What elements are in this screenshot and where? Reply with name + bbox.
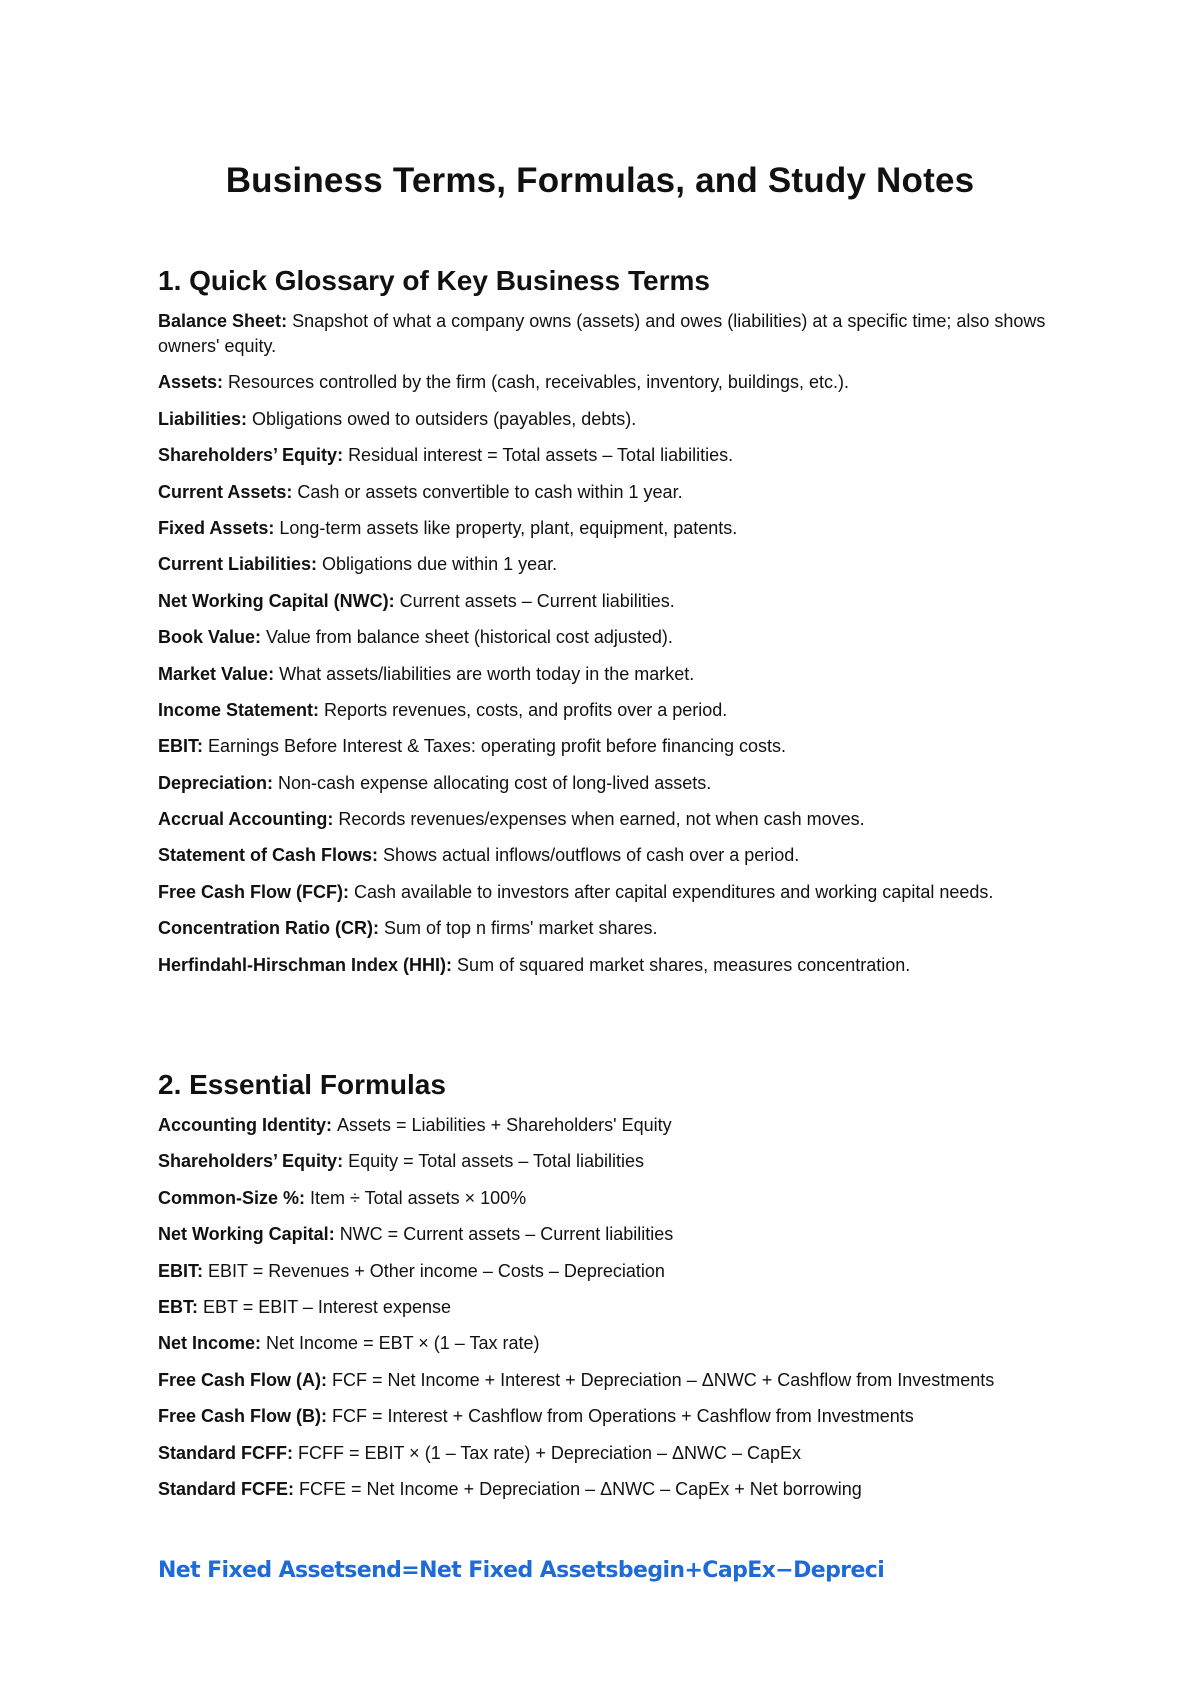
- formula-expression: EBIT = Revenues + Other income – Costs – Depreciation: [208, 1260, 665, 1281]
- glossary-entry: Shareholders’ Equity: Residual interest = Total assets – Total liabilities.: [158, 445, 734, 466]
- formula-expression: Assets = Liabilities + Shareholders' Equity: [337, 1115, 672, 1135]
- glossary-entry: Book Value: Value from balance sheet (historical cost adjusted).: [158, 627, 673, 648]
- formula-expression: Net Income = EBT × (1 – Tax rate): [266, 1333, 540, 1354]
- glossary-term: Shareholders’ Equity: [158, 445, 338, 466]
- glossary-entry: Statement of Cash Flows: Shows actual inflows/outflows of cash over a period.: [158, 845, 800, 866]
- glossary-definition: Cash or assets convertible to cash within 1 year.: [297, 481, 683, 502]
- formula-name: Free Cash Flow (B): [158, 1406, 322, 1427]
- formula-name: Standard FCFE: [158, 1478, 289, 1499]
- glossary-term: Liabilities: [158, 408, 242, 429]
- glossary-definition: What assets/liabilities are worth today in the market.: [279, 663, 695, 684]
- glossary-term: Net Working Capital (NWC): [158, 590, 389, 611]
- formula-name: Net Income: [158, 1333, 256, 1354]
- glossary-definition: Non-cash expense allocating cost of long-lived assets.: [278, 772, 712, 793]
- glossary-entry: Current Liabilities: Obligations due within 1 year.: [158, 554, 558, 575]
- glossary-entry: Fixed Assets: Long-term assets like property, plant, equipment, patents.: [158, 517, 738, 538]
- glossary-definition: Current assets – Current liabilities.: [399, 590, 675, 611]
- glossary-definition: Records revenues/expenses when earned, not when cash moves.: [338, 809, 865, 830]
- glossary-term: Fixed Assets: [158, 517, 269, 538]
- glossary-term: Assets: [158, 372, 218, 393]
- glossary-entry: Balance Sheet: Snapshot of what a company owns (assets) and owes (liabilities) at a specific time; also shows owners' equity.: [158, 311, 1046, 356]
- glossary-definition: Reports revenues, costs, and profits over a period.: [324, 699, 728, 720]
- formula-expression: FCF = Interest + Cashflow from Operations + Cashflow from Investments: [332, 1406, 914, 1427]
- glossary-entry: Depreciation: Non-cash expense allocating cost of long-lived assets.: [158, 772, 712, 793]
- glossary-entry: Current Assets: Cash or assets convertible to cash within 1 year.: [158, 481, 683, 502]
- formula-name: EBT: [158, 1296, 193, 1317]
- formula-entry: Free Cash Flow (A): FCF = Net Income + Interest + Depreciation – ΔNWC + Cashflow from Investments: [158, 1369, 995, 1390]
- glossary-term: Free Cash Flow (FCF): [158, 881, 344, 902]
- formula-name: Accounting Identity: [158, 1115, 326, 1135]
- glossary-definition: Sum of top n firms' market shares.: [384, 918, 658, 939]
- glossary-list: [158, 309, 1058, 978]
- glossary-entry: Net Working Capital (NWC): Current assets – Current liabilities.: [158, 590, 675, 611]
- formula-entry: Net Working Capital: NWC = Current assets – Current liabilities: [158, 1224, 674, 1245]
- glossary-heading: 1. Quick Glossary of Key Business Terms: [158, 265, 710, 296]
- formula-entry: Common-Size %: Item ÷ Total assets × 100%: [158, 1187, 527, 1208]
- glossary-term: Market Value: [158, 663, 269, 684]
- formula-entry: Standard FCFE: FCFE = Net Income + Depreciation – ΔNWC – CapEx + Net borrowing: [158, 1478, 862, 1499]
- formula-expression: EBT = EBIT – Interest expense: [203, 1296, 451, 1317]
- glossary-term: Book Value: [158, 627, 256, 648]
- formulas-list: [158, 1113, 1058, 1502]
- formula-name: Shareholders’ Equity: [158, 1151, 338, 1172]
- glossary-entry: Liabilities: Obligations owed to outsiders (payables, debts).: [158, 408, 637, 429]
- glossary-definition: Resources controlled by the firm (cash, receivables, inventory, buildings, etc.).: [228, 372, 849, 393]
- glossary-entry: Herfindahl-Hirschman Index (HHI): Sum of squared market shares, measures concentration.: [158, 954, 911, 975]
- glossary-term: Depreciation: [158, 772, 268, 793]
- formula-entry: Shareholders’ Equity: Equity = Total assets – Total liabilities: [158, 1151, 645, 1172]
- glossary-definition: Value from balance sheet (historical cost adjusted).: [266, 627, 673, 648]
- formulas-section: [158, 1067, 1058, 1513]
- glossary-definition: Long-term assets like property, plant, equipment, patents.: [279, 517, 738, 538]
- formula-name: Standard FCFF: [158, 1442, 287, 1463]
- formula-entry: EBIT: EBIT = Revenues + Other income – Costs – Depreciation: [158, 1260, 665, 1281]
- formula-name: Net Working Capital: [158, 1224, 329, 1245]
- net-fixed-assets-equation: Net Fixed Assetsend=Net Fixed Assetsbegin+CapEx−Depreci: [158, 1558, 885, 1583]
- formula-entry: Accounting Identity: Assets = Liabilities + Shareholders' Equity: [158, 1115, 672, 1135]
- glossary-term: Concentration Ratio (CR): [158, 918, 373, 939]
- glossary-definition: Residual interest = Total assets – Total liabilities.: [348, 445, 734, 466]
- glossary-entry: Accrual Accounting: Records revenues/expenses when earned, not when cash moves.: [158, 809, 865, 830]
- glossary-definition: Shows actual inflows/outflows of cash over a period.: [383, 845, 800, 866]
- glossary-definition: Sum of squared market shares, measures concentration.: [457, 954, 911, 975]
- glossary-term: Statement of Cash Flows: [158, 845, 373, 866]
- glossary-term: EBIT: [158, 736, 198, 757]
- formula-entry: EBT: EBT = EBIT – Interest expense: [158, 1296, 451, 1317]
- glossary-entry: EBIT: Earnings Before Interest & Taxes: operating profit before financing costs.: [158, 736, 787, 757]
- glossary-definition: Cash available to investors after capital expenditures and working capital needs.: [354, 881, 994, 902]
- formula-expression: FCF = Net Income + Interest + Depreciation – ΔNWC + Cashflow from Investments: [332, 1369, 995, 1390]
- document-title: Business Terms, Formulas, and Study Notes: [225, 161, 975, 200]
- glossary-term: Accrual Accounting: [158, 809, 328, 830]
- formula-name: Common-Size %: [158, 1187, 300, 1208]
- glossary-definition: Obligations due within 1 year.: [322, 554, 558, 575]
- glossary-term: Current Liabilities: [158, 554, 312, 575]
- glossary-term: Balance Sheet: [158, 311, 282, 331]
- formula-entry: Free Cash Flow (B): FCF = Interest + Cashflow from Operations + Cashflow from Investments: [158, 1406, 914, 1427]
- glossary-definition: Earnings Before Interest & Taxes: operating profit before financing costs.: [208, 736, 787, 757]
- glossary-entry: Market Value: What assets/liabilities are worth today in the market.: [158, 663, 695, 684]
- formulas-heading: 2. Essential Formulas: [158, 1069, 446, 1100]
- formula-name: Free Cash Flow (A): [158, 1369, 322, 1390]
- formula-expression: NWC = Current assets – Current liabilities: [339, 1224, 674, 1245]
- glossary-definition: Obligations owed to outsiders (payables, debts).: [252, 408, 637, 429]
- formula-name: EBIT: [158, 1260, 198, 1281]
- glossary-section: [158, 263, 1058, 989]
- glossary-entry: Concentration Ratio (CR): Sum of top n firms' market shares.: [158, 918, 658, 939]
- formula-expression: FCFF = EBIT × (1 – Tax rate) + Depreciation – ΔNWC – CapEx: [298, 1442, 802, 1463]
- formula-entry: Standard FCFF: FCFF = EBIT × (1 – Tax rate) + Depreciation – ΔNWC – CapEx: [158, 1442, 802, 1463]
- formula-entry: Net Income: Net Income = EBT × (1 – Tax rate): [158, 1333, 540, 1354]
- glossary-definition: Snapshot of what a company owns (assets) and owes (liabilities) at a specific time; also shows owners' equity.: [158, 311, 1046, 356]
- formula-expression: Equity = Total assets – Total liabilities: [348, 1151, 645, 1172]
- glossary-term: Current Assets: [158, 481, 287, 502]
- glossary-entry: Assets: Resources controlled by the firm (cash, receivables, inventory, buildings, etc.).: [158, 372, 849, 393]
- formula-expression: FCFE = Net Income + Depreciation – ΔNWC – CapEx + Net borrowing: [299, 1478, 862, 1499]
- formula-expression: Item ÷ Total assets × 100%: [310, 1187, 527, 1208]
- glossary-entry: Income Statement: Reports revenues, costs, and profits over a period.: [158, 699, 728, 720]
- glossary-term: Herfindahl-Hirschman Index (HHI): [158, 954, 447, 975]
- glossary-entry: Free Cash Flow (FCF): Cash available to investors after capital expenditures and working capital needs.: [158, 881, 994, 902]
- glossary-term: Income Statement: [158, 699, 314, 720]
